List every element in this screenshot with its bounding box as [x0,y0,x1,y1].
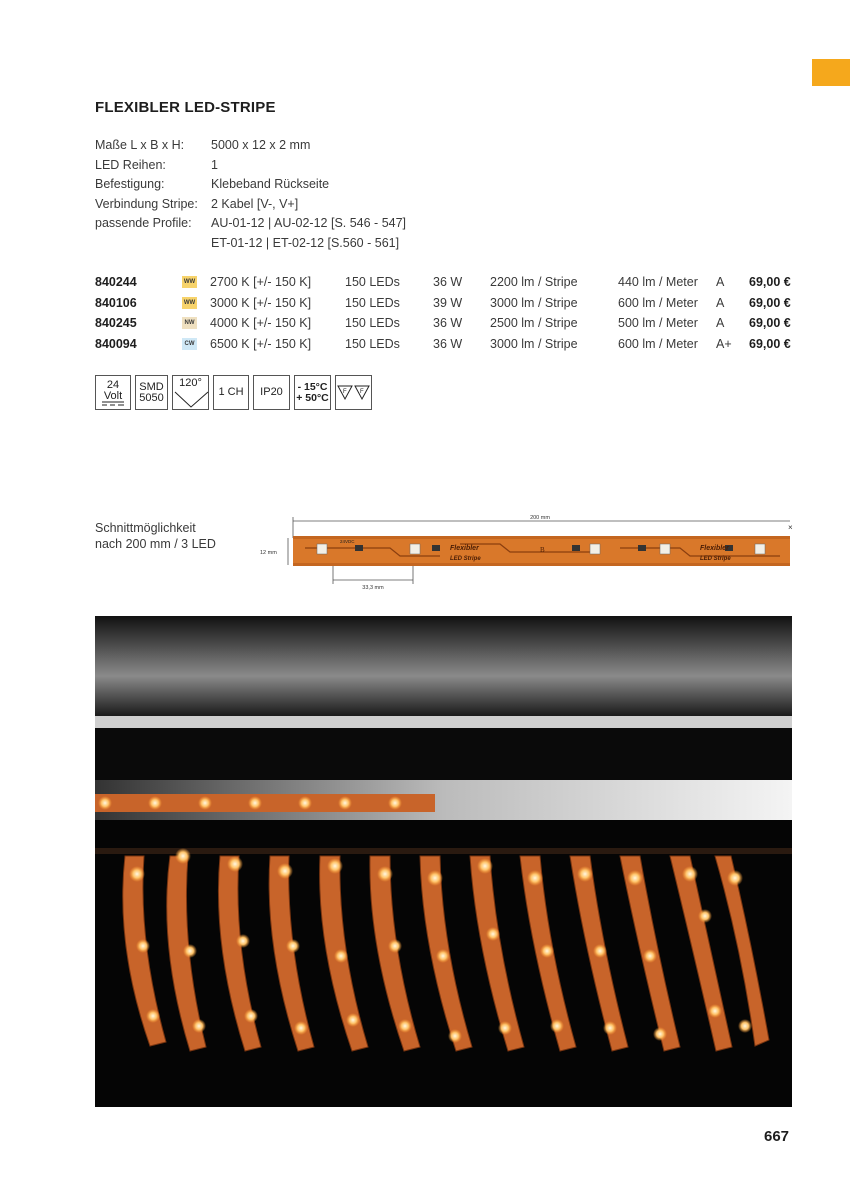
spec-key: Maße L x B x H: [95,138,185,152]
mounting-surface-icon [335,375,372,410]
lumen-meter: 440 lm / Meter [618,275,698,289]
price: 69,00 € [749,316,791,330]
color-temp-badge: CW [182,338,197,350]
energy-class: A [716,295,725,310]
cut-info [95,520,216,552]
led-count: 150 LEDs [345,316,400,330]
lumen-stripe: 3000 lm / Stripe [490,336,578,351]
color-temperature: 6500 K [+/- 150 K] [210,336,312,351]
color-temp-badge: WW [182,276,197,288]
lumen-stripe: 2200 lm / Stripe [490,275,578,289]
svg-text:F: F [360,388,364,395]
article-number: 840244 [95,275,137,289]
product-photo [95,616,792,1107]
article-number: 840094 [95,336,137,351]
product-row [95,293,795,314]
article-number: 840106 [95,295,137,310]
svg-text:LED Stripe: LED Stripe [700,556,731,562]
cut-info-line: Schnittmöglichkeit [95,521,196,535]
smd-label: SMD [139,380,164,393]
beam-angle-value: 120° [179,377,202,389]
spec-key: Befestigung: [95,177,165,191]
voltage-value: 24 [106,378,120,391]
product-table [95,272,795,354]
energy-class: A [716,316,725,330]
spec-key: passende Profile: [95,216,192,230]
cut-diagram [260,508,795,592]
spec-value: AU-01-12 | AU-02-12 [S. 546 - 547] [211,216,407,230]
energy-class: A [716,275,725,289]
temp-min: - 15°C [297,380,328,393]
svg-text:F: F [343,388,347,395]
temp-max: + 50°C [296,391,329,404]
lumen-stripe: 2500 lm / Stripe [490,316,578,330]
color-temp-badge: NW [182,317,197,329]
chapter-tab [812,59,850,86]
svg-text:Flexibler: Flexibler [700,545,729,552]
price: 69,00 € [749,336,791,351]
dc-symbol-icon [102,401,124,406]
spec-row [95,156,406,176]
strip-voltage-label: 24VDC [340,539,355,544]
lumen-meter: 600 lm / Meter [618,336,698,351]
spec-value: 2 Kabel [V-, V+] [211,196,299,211]
product-row [95,272,795,293]
wattage: 36 W [433,275,463,289]
voltage-icon [95,375,131,410]
spec-value: ET-01-12 | ET-02-12 [S.560 - 561] [211,235,400,250]
temperature-icon [294,375,331,410]
ip-rating-icon [253,375,290,410]
cut-info-line: nach 200 mm / 3 LED [95,537,216,551]
color-temp-badge: WW [182,297,197,309]
product-row [95,313,795,334]
ip-rating-value: IP20 [260,386,283,398]
channel-icon [213,375,249,410]
spec-list [95,136,406,253]
spec-row [95,136,406,156]
dim-pitch-label: 33,3 mm [362,585,384,591]
strip-text-2: LED Stripe [450,556,481,562]
spec-row [95,195,406,215]
color-temperature: 3000 K [+/- 150 K] [210,295,312,310]
price: 69,00 € [749,295,791,310]
voltage-unit: Volt [103,389,123,402]
spec-value: 1 [211,157,218,172]
energy-class: A+ [716,336,732,351]
lumen-meter: 500 lm / Meter [618,316,698,330]
dim-total-label: 200 mm [530,515,550,521]
smd-value: 5050 [139,391,164,404]
led-count: 150 LEDs [345,275,400,289]
spec-row [95,214,406,234]
led-count: 150 LEDs [345,336,400,351]
wattage: 36 W [433,316,463,330]
page-number: 667 [764,1128,790,1145]
price: 69,00 € [749,275,791,289]
spec-key: Verbindung Stripe: [95,196,198,211]
color-temperature: 2700 K [+/- 150 K] [210,275,312,289]
spec-value: 5000 x 12 x 2 mm [211,138,311,152]
strip-b-label: B [540,546,545,554]
smd-icon [135,375,168,410]
color-temperature: 4000 K [+/- 150 K] [210,316,312,330]
wattage: 36 W [433,336,463,351]
channel-value: 1 CH [218,386,244,398]
beam-angle-icon [172,375,209,410]
article-number: 840245 [95,316,137,330]
dim-height-label: 12 mm [260,550,277,556]
lumen-meter: 600 lm / Meter [618,295,698,310]
led-count: 150 LEDs [345,295,400,310]
svg-text:×: × [788,523,793,532]
spec-row [95,234,406,254]
lumen-stripe: 3000 lm / Stripe [490,295,578,310]
wattage: 39 W [433,295,463,310]
spec-value: Klebeband Rückseite [211,177,330,191]
spec-key: LED Reihen: [95,157,166,172]
spec-key [95,234,211,254]
product-row [95,334,795,355]
strip-text-1: Flexibler [450,545,479,552]
page-title: FLEXIBLER LED-STRIPE [95,99,276,116]
feature-icons [95,375,372,410]
spec-row [95,175,406,195]
